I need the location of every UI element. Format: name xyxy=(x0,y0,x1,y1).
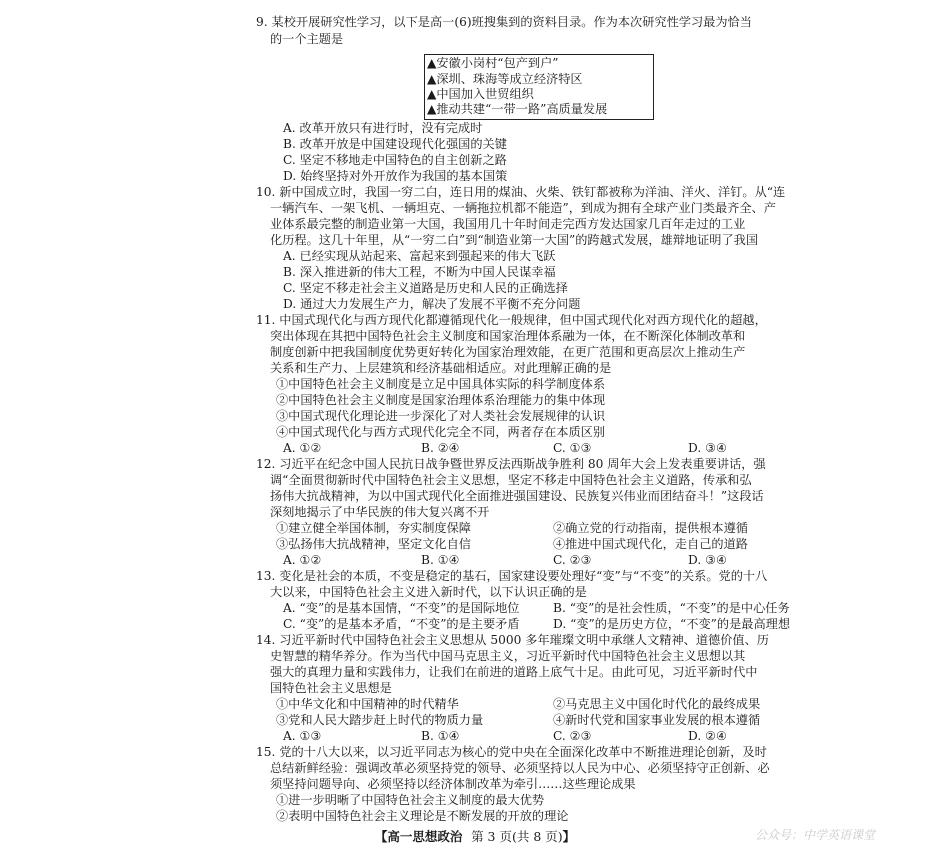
q14-choice-a: A. ①③ xyxy=(283,729,322,743)
q9-option-c: C. 坚定不移地走中国特色的自主创新之路 xyxy=(283,153,507,167)
q11-item: ③中国式现代化理论进一步深化了对人类社会发展规律的认识 xyxy=(276,409,606,423)
footer-page-number: 第 3 页(共 8 页) xyxy=(471,829,563,844)
q14-stem-line: 史智慧的精华养分。作为当代中国马克思主义，习近平新时代中国特色社会主义思想以其 xyxy=(270,649,746,663)
q12-choice-b: B. ①④ xyxy=(421,553,460,567)
watermark: 公众号：中学英语课堂 xyxy=(755,828,876,842)
q12-stem-line: 12. 习近平在纪念中国人民抗日战争暨世界反法西斯战争胜利 80 周年大会上发表重要讲话，强 xyxy=(256,457,766,471)
q9-stem-line-1: 9. 某校开展研究性学习，以下是高一(6)班搜集到的资料目录。作为本次研究性学习最为恰当 xyxy=(256,15,752,29)
q11-choice-d: D. ③④ xyxy=(688,441,727,455)
q11-stem-line: 关系和生产力、上层建筑和经济基础相适应。对此理解正确的是 xyxy=(270,361,612,375)
q12-choice-a: A. ①② xyxy=(283,553,322,567)
q13-option-a: A. “变”的是基本国情，“不变”的是国际地位 xyxy=(283,601,520,615)
q9-option-d: D. 始终坚持对外开放作为我国的基本国策 xyxy=(283,169,508,183)
q10-option-b: B. 深入推进新的伟大工程，不断为中国人民谋幸福 xyxy=(283,265,556,279)
q15-item: ①进一步明晰了中国特色社会主义制度的最大优势 xyxy=(276,793,545,807)
q11-item: ④中国式现代化与西方式现代化完全不同，两者存在本质区别 xyxy=(276,425,606,439)
q14-item: ④新时代党和国家事业发展的根本遵循 xyxy=(553,713,761,727)
q11-choice-b: B. ②④ xyxy=(421,441,460,455)
footer-open-bracket: 【 xyxy=(374,829,388,844)
q11-item: ①中国特色社会主义制度是立足中国具体实际的科学制度体系 xyxy=(276,377,606,391)
q13-option-b: B. “变”的是社会性质，“不变”的是中心任务 xyxy=(553,601,790,615)
q13-option-d: D. “变”的是历史方位，“不变”的是最高理想 xyxy=(553,617,791,631)
q12-stem-line: 调“全面贯彻新时代中国特色社会主义思想，坚定不移走中国特色社会主义道路，传承和弘 xyxy=(270,473,752,487)
q13-stem-line: 大以来，中国特色社会主义进入新时代，以下认识正确的是 xyxy=(270,585,587,599)
q10-option-a: A. 已经实现从站起来、富起来到强起来的伟大飞跃 xyxy=(283,249,556,263)
q11-stem-line: 突出体现在其把中国特色社会主义制度和国家治理体系融为一体，在不断深化体制改革和 xyxy=(270,329,746,343)
q14-stem-line: 14. 习近平新时代中国特色社会主义思想从 5000 多年璀璨文明中承继人文精神、道德价值、历 xyxy=(256,633,769,647)
q11-item: ②中国特色社会主义制度是国家治理体系治理能力的集中体现 xyxy=(276,393,606,407)
q10-stem-line: 10. 新中国成立时，我国一穷二白，连日用的煤油、火柴、铁钉都被称为洋油、洋火、洋钉。从“连 xyxy=(256,185,786,199)
q15-stem-line: 15. 党的十八大以来，以习近平同志为核心的党中央在全面深化改革中不断推进理论创新，及时 xyxy=(256,745,767,759)
q14-item: ①中华文化和中国精神的时代精华 xyxy=(276,697,459,711)
q14-stem-line: 强大的真理力量和实践伟力，让我们在前进的道路上底气十足。由此可见，习近平新时代中 xyxy=(270,665,758,679)
q15-item: ②表明中国特色社会主义理论是不断发展的开放的理论 xyxy=(276,809,569,823)
q11-choice-a: A. ①② xyxy=(283,441,322,455)
q9-material-box xyxy=(424,54,654,120)
q14-choice-d: D. ②④ xyxy=(688,729,727,743)
q12-item: ①建立健全举国体制，夯实制度保障 xyxy=(276,521,471,535)
q11-choice-c: C. ①③ xyxy=(553,441,592,455)
q14-stem-line: 国特色社会主义思想是 xyxy=(270,681,392,695)
q14-item: ③党和人民大踏步赶上时代的物质力量 xyxy=(276,713,484,727)
q11-stem-line: 11. 中国式现代化与西方现代化都遵循现代化一般规律，但中国式现代化对西方现代化的超越， xyxy=(256,313,767,327)
q13-option-c: C. “变”的是基本矛盾，“不变”的是主要矛盾 xyxy=(283,617,520,631)
footer-close-bracket: 】 xyxy=(562,829,576,844)
q12-stem-line: 深刻地揭示了中华民族的伟大复兴离不开 xyxy=(270,505,490,519)
q9-box-item: ▲推动共建“一带一路”高质量发展 xyxy=(427,102,608,116)
q14-item: ②马克思主义中国化时代化的最终成果 xyxy=(553,697,761,711)
q9-option-a: A. 改革开放只有进行时，没有完成时 xyxy=(283,121,483,135)
q9-option-b: B. 改革开放是中国建设现代化强国的关键 xyxy=(283,137,507,151)
q12-item: ②确立党的行动指南，提供根本遵循 xyxy=(553,521,748,535)
footer-subject: 高一思想政治 xyxy=(387,829,463,844)
q15-stem-line: 总结新鲜经验：强调改革必须坚持党的领导、必须坚持以人民为中心、必须坚持守正创新、必 xyxy=(270,761,770,775)
q10-stem-line: 化历程。这几十年里，从“一穷二白”到“制造业第一大国”的跨越式发展，雄辩地证明了我国 xyxy=(270,233,759,247)
q14-choice-b: B. ①④ xyxy=(421,729,460,743)
q9-box-item: ▲安徽小岗村“包产到户” xyxy=(427,56,559,70)
q12-choice-d: D. ③④ xyxy=(688,553,727,567)
q11-stem-line: 制度创新中把我国制度优势更好转化为国家治理效能，在更广范围和更高层次上推动生产 xyxy=(270,345,746,359)
q9-box-item: ▲中国加入世贸组织 xyxy=(427,87,534,101)
q13-stem-line: 13. 变化是社会的本质，不变是稳定的基石，国家建设要处理好“变”与“不变”的关系。党的十八 xyxy=(256,569,768,583)
q12-choice-c: C. ②③ xyxy=(553,553,592,567)
q12-item: ④推进中国式现代化，走自己的道路 xyxy=(553,537,748,551)
q10-option-c: C. 坚定不移走社会主义道路是历史和人民的正确选择 xyxy=(283,281,568,295)
q10-option-d: D. 通过大力发展生产力，解决了发展不平衡不充分问题 xyxy=(283,297,581,311)
q9-box-item: ▲深圳、珠海等成立经济特区 xyxy=(427,72,583,86)
q15-stem-line: 须坚持问题导向、必须坚持以经济体制改革为牵引……这些理论成果 xyxy=(270,777,636,791)
q12-item: ③弘扬伟大抗战精神，坚定文化自信 xyxy=(276,537,471,551)
q14-choice-c: C. ②③ xyxy=(553,729,592,743)
q12-stem-line: 扬伟大抗战精神，为以中国式现代化全面推进强国建设、民族复兴伟业而团结奋斗！”这段话 xyxy=(270,489,764,503)
q9-stem-line-2: 的一个主题是 xyxy=(270,32,344,46)
q10-stem-line: 业体系最完整的制造业第一大国，我国用几十年时间走完西方发达国家几百年走过的工业 xyxy=(270,217,746,231)
q10-stem-line: 一辆汽车、一架飞机、一辆坦克、一辆拖拉机都不能造”，到成为拥有全球产业门类最齐全、产 xyxy=(270,201,776,215)
